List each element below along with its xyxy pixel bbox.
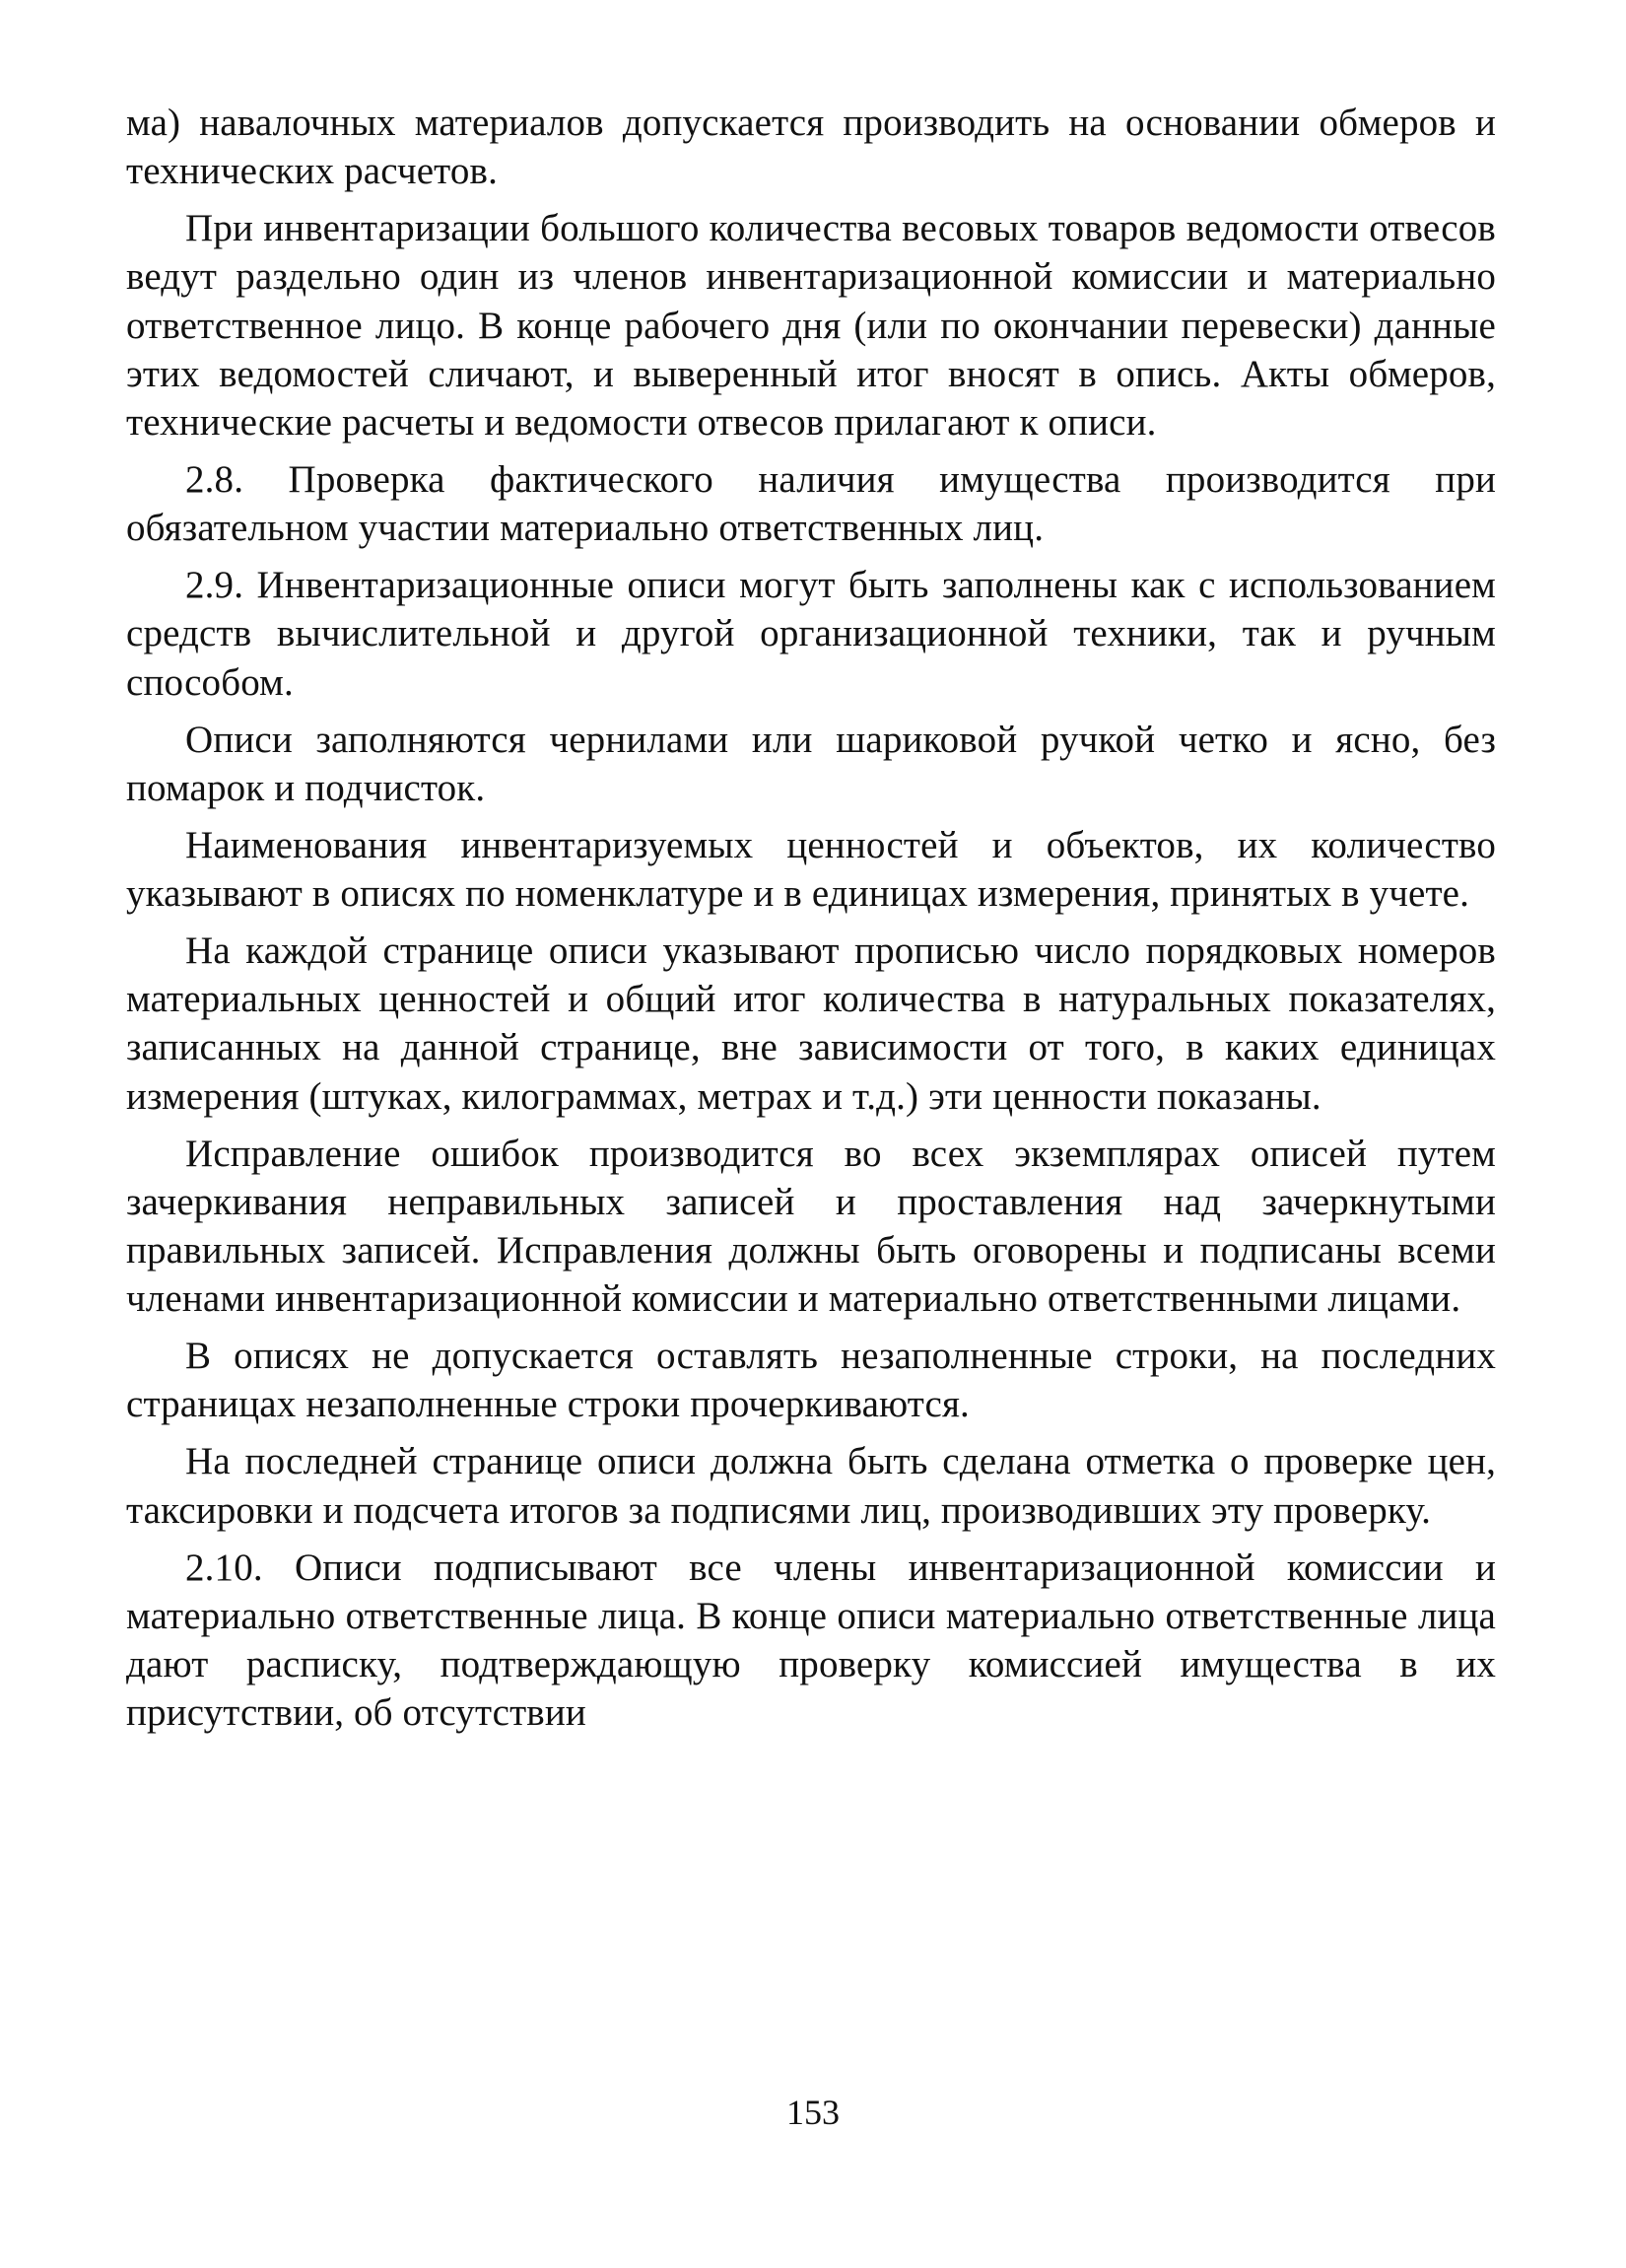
body-text bbox=[126, 99, 1496, 1746]
page-number: 153 bbox=[786, 2093, 840, 2132]
paragraph: 2.8. Проверка фактического наличия имущества производится при обязательном участии материально ответственных лиц. bbox=[126, 458, 1496, 550]
paragraph: ма) навалочных материалов допускается производить на основании обмеров и технических расчетов. bbox=[126, 102, 1496, 193]
paragraph: При инвентаризации большого количества весовых товаров ведомости отвесов ведут раздельно один из членов инвентаризационной комиссии и материально ответственное лицо. В конце рабочего дня (или по окончании перевески) данные этих ведомостей сличают, и выверенный итог вносят в опись. Акты обмеров, технические расчеты и ведомости отвесов прилагают к описи. bbox=[126, 207, 1496, 445]
paragraph: Наименования инвентаризуемых ценностей и объектов, их количество указывают в описях по номенклатуре и в единицах измерения, принятых в учете. bbox=[126, 823, 1496, 916]
paragraph: В описях не допускается оставлять незаполненные строки, на последних страницах незаполненные строки прочеркиваются. bbox=[126, 1335, 1496, 1426]
paragraph: На последней странице описи должна быть сделана отметка о проверке цен, таксировки и подсчета итогов за подписями лиц, производивших эту проверку. bbox=[126, 1440, 1496, 1532]
paragraph: Исправление ошибок производится во всех экземплярах описей путем зачеркивания неправильных записей и проставления над зачеркнутыми правильных записей. Исправления должны быть оговорены и подписаны всеми членами инвентаризационной комиссии и материально ответственными лицами. bbox=[126, 1132, 1496, 1321]
paragraph: 2.10. Описи подписывают все члены инвентаризационной комиссии и материально ответственные лица. В конце описи материально ответственные лица дают расписку, подтверждающую проверку комиссией имущества в их присутствии, об отсутствии bbox=[126, 1546, 1496, 1735]
paragraph: Описи заполняются чернилами или шариковой ручкой четко и ясно, без помарок и подчисток. bbox=[126, 718, 1496, 809]
paragraph: На каждой странице описи указывают прописью число порядковых номеров материальных ценностей и общий итог количества в натуральных показателях, записанных на данной странице, вне зависимости от того, в каких единицах измерения (штуках, килограммах, метрах и т.д.) эти ценности показаны. bbox=[126, 929, 1496, 1118]
paragraph: 2.9. Инвентаризационные описи могут быть заполнены как с использованием средств вычислительной и другой организационной техники, так и ручным способом. bbox=[126, 564, 1496, 704]
